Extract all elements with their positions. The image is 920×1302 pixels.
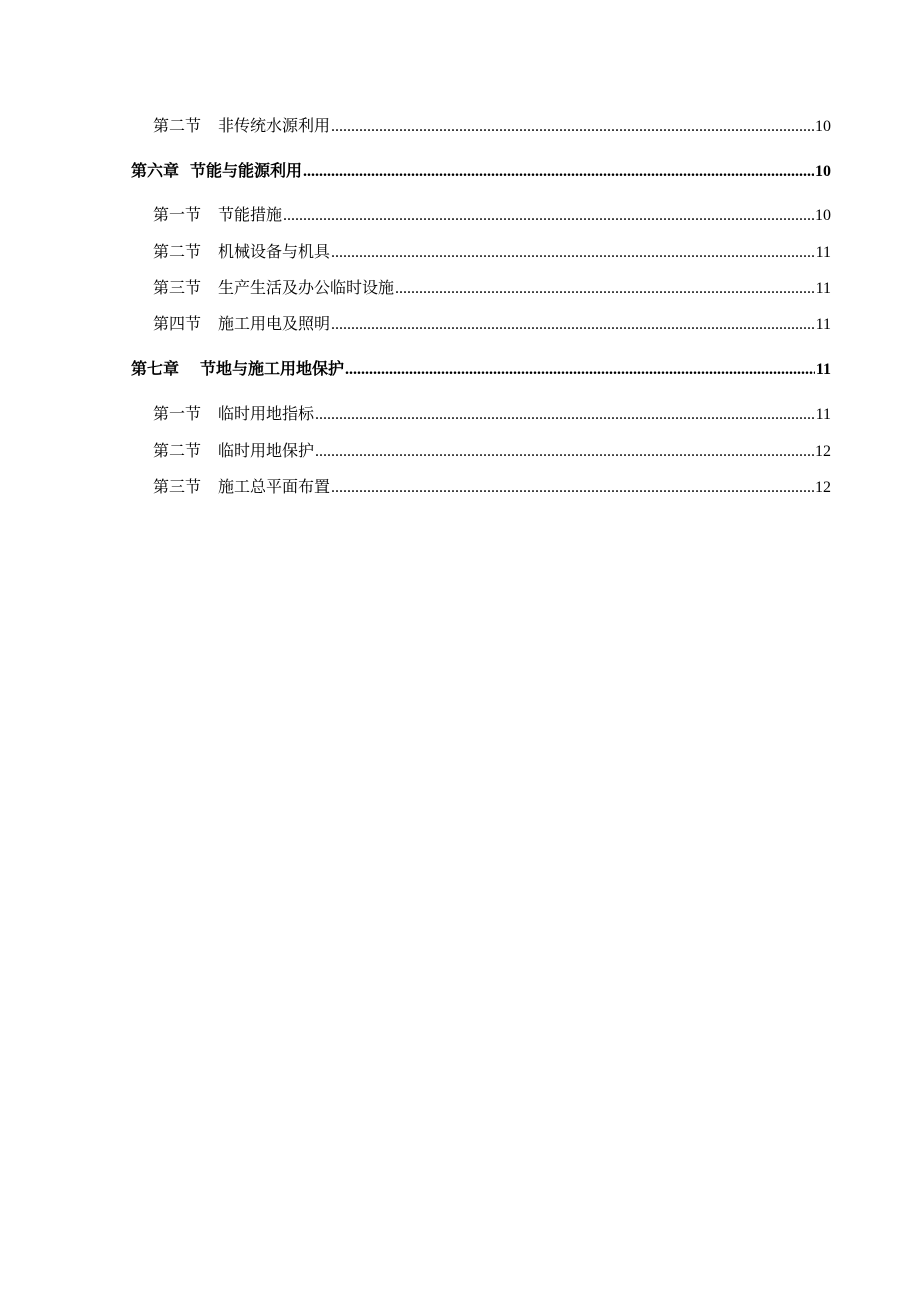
toc-entry-section[interactable] [153, 401, 831, 424]
dot-leader [315, 443, 814, 461]
dot-leader [395, 280, 815, 298]
section-number: 第二节 [153, 116, 202, 135]
dot-leader [315, 406, 815, 424]
toc-entry-chapter[interactable] [131, 158, 831, 181]
section-number: 第二节 [153, 441, 202, 460]
toc-entry-section[interactable] [153, 202, 831, 225]
section-number: 第二节 [153, 242, 202, 261]
section-number: 第三节 [153, 477, 202, 496]
page-number: 11 [815, 244, 831, 261]
page-number: 11 [815, 406, 831, 423]
toc-entry-chapter[interactable] [131, 356, 831, 379]
page-number: 10 [815, 163, 831, 180]
toc-entry-section[interactable] [153, 239, 831, 262]
dot-leader [345, 361, 815, 379]
toc-entry-section[interactable] [153, 275, 831, 298]
section-title: 临时用地保护 [218, 441, 315, 460]
section-number: 第三节 [153, 278, 202, 297]
dot-leader [283, 207, 814, 225]
section-number: 第四节 [153, 314, 202, 333]
section-title: 生产生活及办公临时设施 [218, 278, 395, 297]
dot-leader [331, 244, 815, 262]
toc-entry-section[interactable] [153, 113, 831, 136]
section-title: 机械设备与机具 [218, 242, 331, 261]
section-title: 节能措施 [218, 205, 283, 224]
chapter-number: 第七章 [131, 359, 180, 378]
page-number: 11 [815, 361, 831, 378]
page-number: 10 [815, 207, 831, 224]
dot-leader [331, 118, 814, 136]
section-title: 非传统水源利用 [218, 116, 331, 135]
dot-leader [331, 479, 814, 497]
page-number: 11 [815, 316, 831, 333]
section-title: 临时用地指标 [218, 404, 315, 423]
chapter-title: 节地与施工用地保护 [200, 359, 345, 378]
dot-leader [303, 163, 814, 181]
page-number: 12 [815, 443, 831, 460]
toc-entry-section[interactable] [153, 311, 831, 334]
section-number: 第一节 [153, 205, 202, 224]
toc-entry-section[interactable] [153, 474, 831, 497]
page-number: 12 [815, 479, 831, 496]
page-number: 10 [815, 118, 831, 135]
dot-leader [331, 316, 815, 334]
section-number: 第一节 [153, 404, 202, 423]
chapter-number: 第六章 [131, 161, 180, 180]
section-title: 施工用电及照明 [218, 314, 331, 333]
section-title: 施工总平面布置 [218, 477, 331, 496]
toc-entry-section[interactable] [153, 438, 831, 461]
chapter-title: 节能与能源利用 [190, 161, 303, 180]
page-number: 11 [815, 280, 831, 297]
